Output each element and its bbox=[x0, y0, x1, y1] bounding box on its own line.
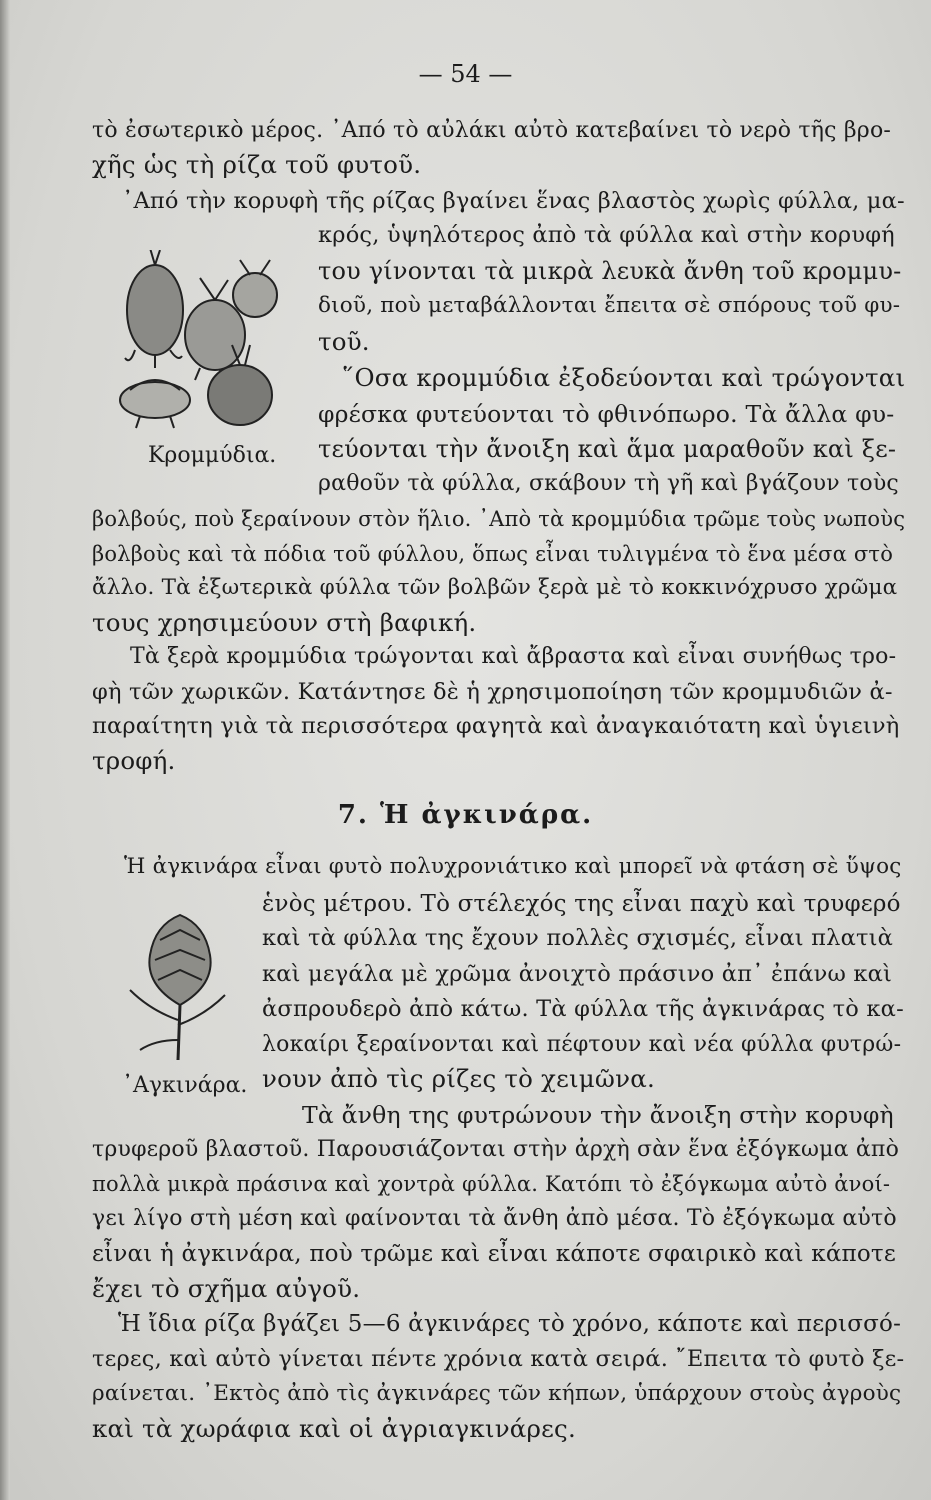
text-line: πολλὰ μικρὰ πράσινα καὶ χοντρὰ φύλλα. Κατόπι τὸ ἐξόγκωμα αὐτὸ ἀνοί- bbox=[92, 1172, 891, 1196]
text-line: κρός, ὑψηλότερος ἀπὸ τὰ φύλλα καὶ στὴν κορυφή bbox=[318, 222, 895, 248]
onion-caption: Κρομμύδια. bbox=[148, 443, 277, 468]
text-line: ῞Οσα κρομμύδια ἐξοδεύονται καὶ τρώγονται bbox=[342, 363, 906, 392]
text-line: φρέσκα φυτεύονται τὸ φθινόπωρο. Τὰ ἄλλα φυ- bbox=[318, 400, 895, 428]
text-line: Ἡ ἀγκινάρα εἶναι φυτὸ πολυχρονιάτικο καὶ μπορεῖ νὰ φτάση σὲ ὕψος bbox=[124, 854, 902, 879]
text-line: ραθοῦν τὰ φύλλα, σκάβουν τὴ γῆ καὶ βγάζουν τοὺς bbox=[318, 471, 899, 496]
text-line: εἶναι ἡ ἀγκινάρα, ποὺ τρῶμε καὶ εἶναι κάποτε σφαιρικὸ καὶ κάποτε bbox=[92, 1241, 896, 1267]
text-line: καὶ τὰ φύλλα της ἔχουν πολλὲς σχισμές, εἶναι πλατιὰ bbox=[262, 925, 894, 951]
text-line: ἔχει τὸ σχῆμα αὐγοῦ. bbox=[92, 1274, 361, 1303]
text-line: παραίτητη γιὰ τὰ περισσότερα φαγητὰ καὶ ἀναγκαιότατη καὶ ὑγιεινὴ bbox=[92, 713, 900, 739]
text-line: του γίνονται τὰ μικρὰ λευκὰ ἄνθη τοῦ κρομμυ- bbox=[318, 257, 902, 285]
text-line: φὴ τῶν χωρικῶν. Κατάντησε δὲ ἡ χρησιμοποίηση τῶν κρομμυδιῶν ἀ- bbox=[92, 679, 893, 705]
text-line: τοῦ. bbox=[318, 327, 370, 356]
text-line: Τὰ ἄνθη της φυτρώνουν τὴν ἄνοιξη στὴν κορυφὴ bbox=[302, 1101, 894, 1129]
page-edge-shadow bbox=[0, 0, 10, 1500]
text-line: τρυφεροῦ βλαστοῦ. Παρουσιάζονται στὴν ἀρχὴ σὰν ἕνα ἐξόγκωμα ἀπὸ bbox=[92, 1137, 900, 1162]
text-line: διοῦ, ποὺ μεταβάλλονται ἔπειτα σὲ σπόρους τοῦ φυ- bbox=[318, 293, 901, 318]
text-line: ἄλλο. Τὰ ἐξωτερικὰ φύλλα τῶν βολβῶν ξερὰ μὲ τὸ κοκκινόχρυσο χρῶμα bbox=[92, 575, 898, 600]
text-line: Τὰ ξερὰ κρομμύδια τρώγονται καὶ ἄβραστα καὶ εἶναι συνήθως τρο- bbox=[130, 644, 897, 669]
text-line: τροφή. bbox=[92, 746, 176, 775]
text-line: ἀσπρουδερὸ ἀπὸ κάτω. Τὰ φύλλα τῆς ἀγκινάρας τὸ κα- bbox=[262, 996, 904, 1022]
text-line: ᾿Από τὴν κορυφὴ τῆς ρίζας βγαίνει ἕνας βλαστὸς χωρὶς φύλλα, μα- bbox=[122, 188, 905, 214]
text-line: τὸ ἐσωτερικὸ μέρος. ᾿Από τὸ αὐλάκι αὐτὸ κατεβαίνει τὸ νερὸ τῆς βρο- bbox=[92, 118, 892, 143]
text-line: τους χρησιμεύουν στὴ βαφική. bbox=[92, 608, 477, 637]
text-line: βολβοὺς καὶ τὰ πόδια τοῦ φύλλου, ὅπως εἶναι τυλιγμένα τὸ ἕνα μέσα στὸ bbox=[92, 542, 894, 566]
text-line: τερες, καὶ αὐτὸ γίνεται πέντε χρόνια κατὰ σειρά. ῎Επειτα τὸ φυτὸ ξε- bbox=[92, 1346, 905, 1372]
text-line: τεύονται τὴν ἄνοιξη καὶ ἅμα μαραθοῦν καὶ ξε- bbox=[318, 435, 897, 463]
text-line: ἑνὸς μέτρου. Τὸ στέλεχός της εἶναι παχὺ καὶ τρυφερό bbox=[262, 891, 901, 917]
text-line: βολβούς, ποὺ ξεραίνουν στὸν ἥλιο. ᾿Απὸ τὰ κρομμύδια τρῶμε τοὺς νωποὺς bbox=[92, 507, 906, 531]
onions-illustration bbox=[100, 250, 300, 450]
page-number: — 54 — bbox=[418, 60, 513, 88]
artichoke-illustration bbox=[120, 900, 240, 1070]
text-line: καὶ μεγάλα μὲ χρῶμα ἀνοιχτὸ πράσινο ἀπ᾿ ἐπάνω καὶ bbox=[262, 961, 893, 987]
section-heading: 7. Ἡ ἀγκινάρα. bbox=[337, 800, 594, 830]
text-line: Ἡ ἴδια ρίζα βγάζει 5—6 ἀγκινάρες τὸ χρόνο, κάποτε καὶ περισσό- bbox=[118, 1311, 902, 1337]
text-line: καὶ τὰ χωράφια καὶ οἱ ἀγριαγκινάρες. bbox=[92, 1414, 576, 1443]
artichoke-caption: ᾿Αγκινάρα. bbox=[122, 1073, 248, 1098]
text-line: νουν ἀπὸ τὶς ρίζες τὸ χειμῶνα. bbox=[262, 1064, 655, 1093]
text-line: λοκαίρι ξεραίνονται καὶ πέφτουν καὶ νέα φύλλα φυτρώ- bbox=[262, 1032, 902, 1057]
text-line: γει λίγο στὴ μέση καὶ φαίνονται τὰ ἄνθη ἀπὸ μέσα. Τὸ ἐξόγκωμα αὐτὸ bbox=[92, 1206, 897, 1231]
text-line: ραίνεται. ᾿Εκτὸς ἀπὸ τὶς ἀγκινάρες τῶν κήπων, ὑπάρχουν στοὺς ἀγροὺς bbox=[92, 1381, 902, 1406]
text-line: χῆς ὡς τὴ ρίζα τοῦ φυτοῦ. bbox=[92, 150, 422, 179]
